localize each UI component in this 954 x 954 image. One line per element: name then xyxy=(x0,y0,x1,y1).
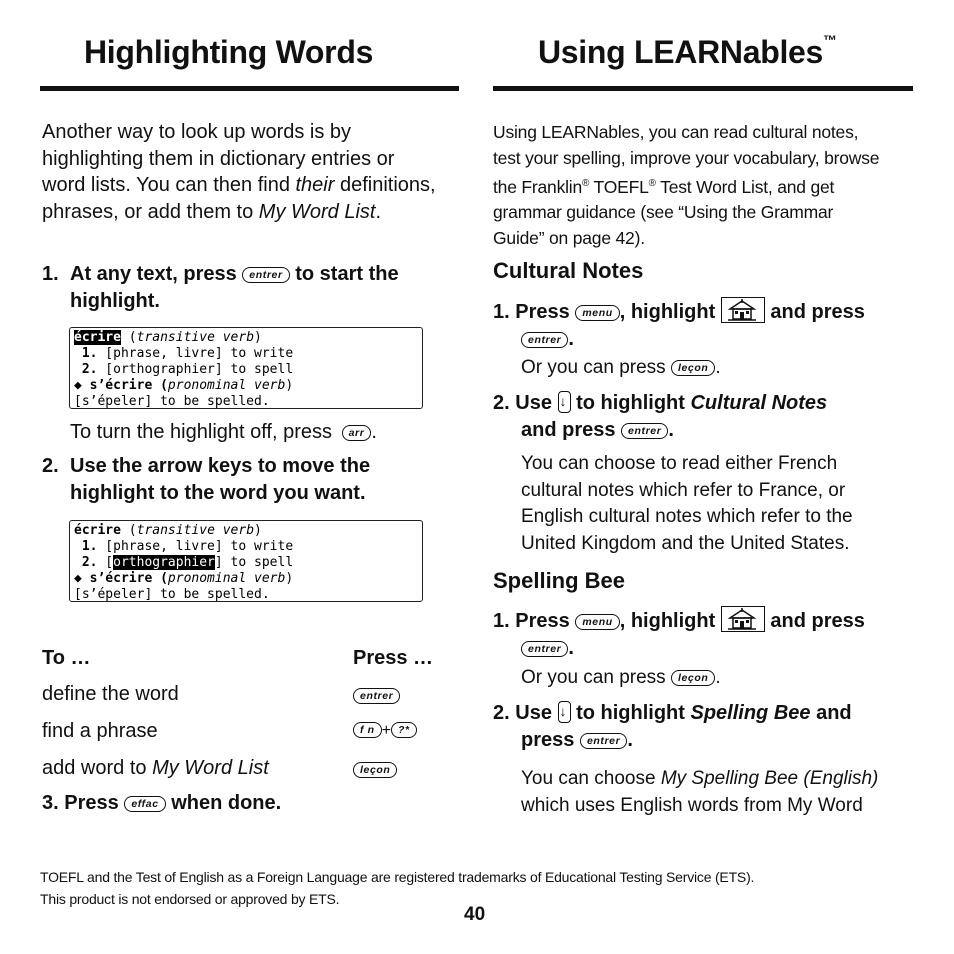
spelling-step-2 xyxy=(493,700,913,754)
down-arrow-key-icon xyxy=(558,391,571,413)
effac-key-icon: effac xyxy=(124,796,165,812)
trademark-sup: ™ xyxy=(823,32,837,48)
lcd-screen-2 xyxy=(69,520,423,602)
lcd-text: transitive verb xyxy=(136,330,255,345)
desc-line: English cultural notes which refer to the xyxy=(521,506,853,527)
lcd-text: 2. xyxy=(74,362,98,377)
step-number: 1. xyxy=(493,301,510,323)
lcd-text: 1. xyxy=(74,346,98,361)
entrer-key-icon: entrer xyxy=(242,267,289,283)
left-title-rule xyxy=(40,86,459,91)
plus-sign: + xyxy=(381,722,391,739)
intro-italic: My Word List xyxy=(258,200,376,223)
step-text: , highlight xyxy=(619,610,716,632)
down-arrow-key-icon xyxy=(558,701,571,723)
right-title-rule xyxy=(493,86,913,91)
step-text: to highlight xyxy=(576,392,691,414)
step-text: and xyxy=(810,702,852,724)
intro-line: grammar guidance (see “Using the Grammar xyxy=(493,202,834,223)
cultural-notes-heading: Cultural Notes xyxy=(493,258,644,283)
cultural-or-text xyxy=(521,355,721,381)
lcd-text: ◆ s’écrire ( xyxy=(74,378,168,393)
or-text: . xyxy=(715,357,721,378)
step-number: 2. xyxy=(493,702,510,724)
step-number: 2. xyxy=(42,455,59,477)
lcd-text: [s’épeler] to be spelled. xyxy=(74,587,270,602)
desc-line: United Kingdom and the United States. xyxy=(521,532,850,554)
lcd-text: transitive verb xyxy=(136,523,255,538)
page-number: 40 xyxy=(464,904,486,925)
left-step-2 xyxy=(42,453,457,507)
step-number: 1. xyxy=(493,610,510,632)
schoolhouse-icon xyxy=(721,606,765,632)
entrer-key-icon: entrer xyxy=(353,688,400,704)
intro-text: TOEFL xyxy=(589,176,649,197)
step-text: Press xyxy=(64,792,119,814)
registered-sup: ® xyxy=(582,178,590,189)
step-text: and press xyxy=(770,301,865,323)
menu-key-icon: menu xyxy=(575,305,619,321)
step-italic: Spelling Bee xyxy=(690,702,811,724)
action-text: add word to xyxy=(42,757,153,779)
intro-text: definitions, phrases, or add them to xyxy=(42,174,436,223)
intro-italic: their xyxy=(295,174,335,196)
spelling-or-text xyxy=(521,665,721,691)
intro-text: the Franklin xyxy=(493,176,583,197)
cultural-step-2 xyxy=(493,390,913,444)
step-text: . xyxy=(568,637,574,659)
fn-key-icon: f n xyxy=(353,722,382,738)
spelling-bee-heading: Spelling Bee xyxy=(493,568,626,593)
step-text: Use the arrow keys to move the highlight to the word you want. xyxy=(70,455,371,504)
step-text: to start the highlight. xyxy=(70,263,399,312)
step-text: Use xyxy=(515,392,552,414)
registered-sup: ® xyxy=(648,178,656,189)
action-italic: My Word List xyxy=(152,757,269,779)
desc-line: You can choose to read either French xyxy=(521,453,838,474)
cultural-step-1 xyxy=(493,297,913,353)
lcd-text: pronominal verb xyxy=(167,571,286,586)
lcd-text: 1. xyxy=(74,539,98,554)
lcd-text: [phrase, livre] to write xyxy=(97,539,294,554)
step-text: Press xyxy=(515,610,570,632)
spelling-description xyxy=(521,765,916,819)
step-number: 2. xyxy=(493,392,510,414)
left-step-3 xyxy=(42,790,281,817)
title-text: Using LEARNables xyxy=(538,34,824,70)
spelling-step-1 xyxy=(493,606,913,662)
lcd-highlight: orthographier xyxy=(113,555,215,570)
step-text: and press xyxy=(521,419,616,441)
step-text: Press xyxy=(515,301,570,323)
entrer-key-icon: entrer xyxy=(521,332,568,348)
right-intro xyxy=(493,120,918,251)
lcd-highlight: écrire xyxy=(74,330,121,345)
lcd-text: [phrase, livre] to write xyxy=(97,346,294,361)
arr-key-icon: arr xyxy=(342,425,372,441)
lecon-key-icon: leçon xyxy=(671,360,715,376)
step-text: when done. xyxy=(171,792,282,814)
desc-text: You can choose xyxy=(521,768,661,789)
left-title: Highlighting Words xyxy=(84,34,374,70)
table-row-action xyxy=(42,755,269,782)
lcd-text: ) xyxy=(285,378,294,393)
lcd-text: ◆ s’écrire ( xyxy=(74,571,168,586)
step-text: Use xyxy=(515,702,552,724)
entrer-key-icon: entrer xyxy=(521,641,568,657)
question-key-icon: ?* xyxy=(391,722,417,738)
or-text: Or you can press xyxy=(521,667,666,688)
step-text: and press xyxy=(770,610,865,632)
lcd-text: ( xyxy=(120,330,137,345)
step-text: to highlight xyxy=(576,702,691,724)
lcd-text: ] to spell xyxy=(214,555,294,570)
lecon-key-icon: leçon xyxy=(671,670,715,686)
intro-line xyxy=(493,171,918,200)
lcd-text: ) xyxy=(254,330,262,345)
step-text: , highlight xyxy=(619,301,716,323)
left-intro xyxy=(42,119,442,225)
right-title xyxy=(538,32,837,71)
step-italic: Cultural Notes xyxy=(690,392,828,414)
step-number: 3. xyxy=(42,792,59,814)
or-text: . xyxy=(715,667,721,688)
intro-text: Another way to look up words is by highlighting them in dictionary entries or word lists. You can then find xyxy=(42,121,395,196)
lcd-text: ) xyxy=(254,523,262,538)
schoolhouse-icon xyxy=(721,297,765,323)
step-text: . xyxy=(627,729,633,751)
lcd-text: pronominal verb xyxy=(167,378,286,393)
step-text: press xyxy=(521,729,575,751)
lcd-screen-1 xyxy=(69,327,423,409)
step-text: At any text, press xyxy=(70,263,237,285)
table-header-to: To … xyxy=(42,647,91,669)
fn-combo-keys xyxy=(353,722,417,740)
table-row-action: define the word xyxy=(42,683,179,705)
or-text: Or you can press xyxy=(521,357,666,378)
desc-line: cultural notes which refer to France, or xyxy=(521,479,846,501)
footer-line: This product is not endorsed or approved by ETS. xyxy=(40,891,340,907)
lcd-text: [s’épeler] to be spelled. xyxy=(74,394,270,409)
off-text: To turn the highlight off, press xyxy=(70,421,333,443)
lcd-text: ) xyxy=(285,571,294,586)
lcd-text: [orthographier] to spell xyxy=(97,362,294,377)
intro-line: Guide” on page 42). xyxy=(493,227,645,248)
menu-key-icon: menu xyxy=(575,614,619,630)
intro-text: Test Word List, and get xyxy=(655,176,835,197)
entrer-key-icon: entrer xyxy=(580,733,627,749)
lecon-key-icon: leçon xyxy=(353,762,397,778)
desc-italic: My Spelling Bee (English) xyxy=(660,768,879,789)
left-step-1 xyxy=(42,261,452,315)
lcd-text: [ xyxy=(97,555,114,570)
table-header-press: Press … xyxy=(353,647,434,669)
desc-line xyxy=(521,765,916,792)
step-text: . xyxy=(668,419,674,441)
intro-line: test your spelling, improve your vocabulary, browse xyxy=(493,147,880,168)
lcd-text: écrire xyxy=(74,523,121,538)
footer-line: TOEFL and the Test of English as a Foreign Language are registered trademarks of Educational Testing Service (ETS). xyxy=(40,869,755,885)
intro-line: Using LEARNables, you can read cultural notes, xyxy=(493,122,859,142)
step-number: 1. xyxy=(42,263,59,285)
lcd-text: ( xyxy=(120,523,137,538)
step-text: . xyxy=(568,328,574,350)
lcd-text: 2. xyxy=(74,555,98,570)
intro-text: . xyxy=(375,200,382,223)
entrer-key-icon: entrer xyxy=(621,423,668,439)
desc-line: which uses English words from My Word xyxy=(521,795,863,816)
highlight-off-text: To turn the highlight off, press arr . xyxy=(70,421,377,443)
table-row-action: find a phrase xyxy=(42,720,158,742)
cultural-description xyxy=(521,451,916,557)
